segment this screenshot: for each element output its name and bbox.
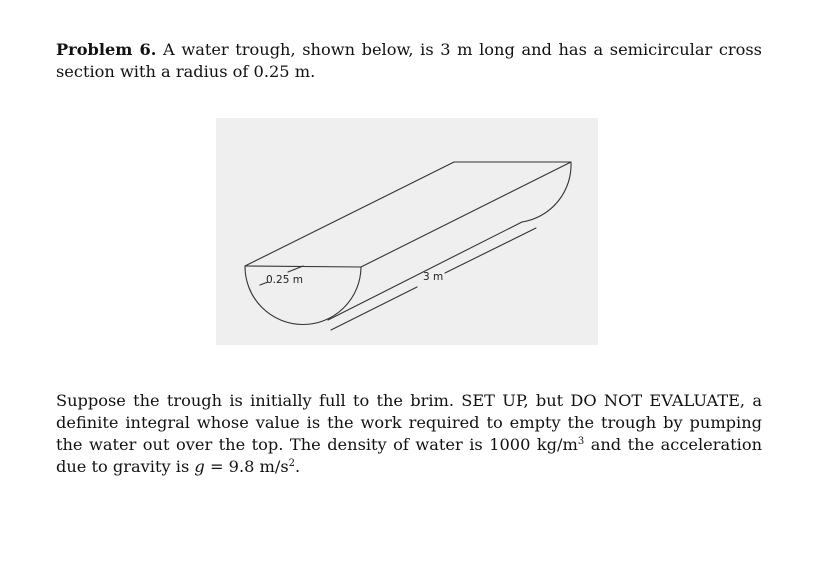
problem-label: Problem 6. (56, 40, 157, 59)
radius-label: 0.25 m (266, 274, 303, 286)
density-exponent: 3 (577, 436, 585, 447)
trough-figure (216, 118, 598, 345)
problem-statement (56, 39, 762, 83)
question-text (56, 390, 762, 478)
question-main: Suppose the trough is initially full to the brim. SET UP, but DO NOT EVALUATE, a definite integral whose value is the work required to empty the trough by pumping the water out over the top. The density of water is 1000 kg/m (56, 391, 762, 454)
gravity-symbol: g (194, 457, 205, 476)
question-end: . (295, 457, 301, 476)
gravity-value: = 9.8 m/s (204, 457, 289, 476)
question-gravity-intro: and the acceleration due to gravity is (56, 435, 763, 476)
length-label: 3 m (423, 271, 444, 283)
figure-background (216, 118, 598, 345)
trough-diagram (216, 118, 598, 345)
gravity-exponent: 2 (288, 458, 296, 469)
problem-intro: A water trough, shown below, is 3 m long and has a semicircular cross section with a radius of 0.25 m. (56, 40, 762, 81)
